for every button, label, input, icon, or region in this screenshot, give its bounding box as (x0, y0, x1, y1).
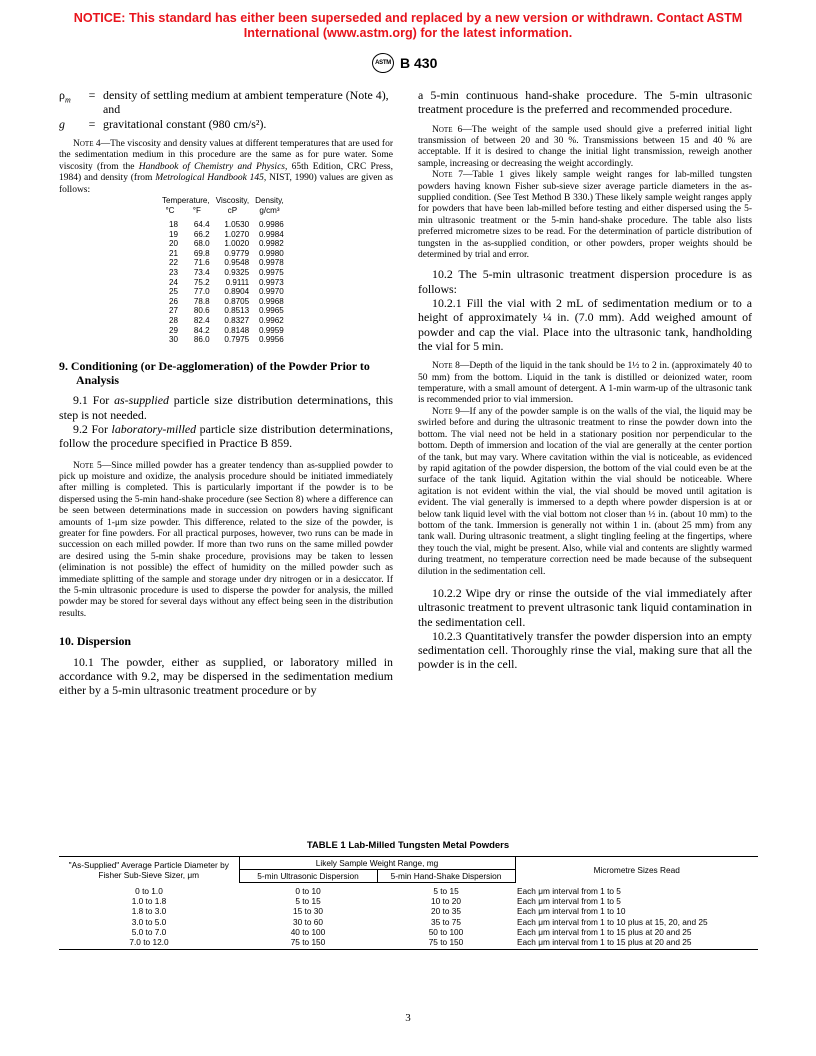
note-label: Note 6 (432, 124, 463, 135)
visc-row: 19 66.2 1.0270 0.9984 (168, 229, 284, 239)
table-row: 3.0 to 5.0 30 to 60 35 to 75 Each μm interval from 1 to 10 plus at 15, 20, and 25 (131, 916, 708, 927)
visc-row: 28 82.4 0.8327 0.9962 (168, 316, 284, 326)
table-header-micrometre-sizes: Micrometre Sizes Read (515, 857, 758, 883)
paragraph-10-2: 10.2 The 5-min ultrasonic treatment dispersion procedure is as follows: (418, 267, 752, 296)
visc-row: 21 69.8 0.9779 0.9980 (168, 248, 284, 258)
table-1-title: TABLE 1 Lab-Milled Tungsten Metal Powders (306, 840, 510, 851)
note-8: Note 8—Depth of the liquid in the tank should be 1½ to 2 in. (approximately 40 to 50 mm) from the bottom. Liquid in the tank is distilled or deionized water, room temperature, with a small amount of detergent. A 1-min warm-up of the ultrasonic tank is recommended prior to vial immersion. (418, 361, 752, 406)
note-6: Note 6—The weight of the sample used should give a preferred initial light transmission of between 20 and 30 %. Transmissions between 15 and 40 % are acceptable. If it is desired to change the initial light transmission, reweigh another sample, increasing or decreasing the weight accordingly. (418, 124, 753, 169)
visc-row: 18 64.4 1.0530 0.9986 (168, 220, 284, 230)
paragraph-9-1: 9.1 For as-supplied particle size distribution determinations, this step is not needed. (59, 393, 394, 422)
visc-row: 22 71.6 0.9548 0.9978 (168, 258, 284, 268)
notice-line-2: International (www.astm.org) for the latest information. (243, 26, 573, 40)
designation-number: B 430 (400, 55, 438, 71)
equals-sign: = (88, 116, 96, 131)
paragraph-10-2-1: 10.2.1 Fill the vial with 2 mL of sedimentation medium or to a height of approximately ¼ in. (7.0 mm). Add weighed amount of powder and cap the vial. Place into the ultrasonic tank, handholding the vial for 5 min. (418, 296, 752, 353)
paragraph-10-2-2: 10.2.2 Wipe dry or rinse the outside of the vial immediately after ultrasonic treatment to prevent ultrasonic tank liquid contamination in the sedimentation cell. (418, 585, 752, 629)
paragraph-10-1-continued: a 5-min continuous hand-shake procedure. The 5-min ultrasonic treatment procedure is the preferred and recommended procedure. (418, 88, 752, 117)
equals-sign: = (88, 88, 96, 102)
table-1 (59, 856, 758, 950)
visc-row: 26 78.8 0.8705 0.9968 (168, 296, 284, 306)
paragraph-9-2: 9.2 For laboratory-milled particle size distribution determinations, follow the procedure specified in Practice B 859. (59, 422, 394, 451)
variable-symbol: g (59, 116, 65, 131)
table-header-ultrasonic: 5-min Ultrasonic Dispersion (239, 870, 377, 883)
note-5: Note 5—Since milled powder has a greater tendency than as-supplied powder to pick up moisture and oxidize, the analysis procedure should be initiated immediately after milling is completed. This is particularly important if the powder is to be dispersed using the 5-min hand-shake procedure (see Section 8) where a difference can be seen between determinations made in succession on powders having significant amounts of 1-μm size powder. This difference, related to the size of the powder, is greater for fine powders. For all practical purposes, however, two runs can be made in succession on each milled powder. If more than two runs on the same milled powder are desired using the 5-min shake procedure, provisions may be taken to lessen (elimination is not possible) the effect of humidity on the milled powder such as immediate splitting of the sample and storage under dry nitrogen or in a desiccator. If the 5-min ultrasonic procedure is used to disperse the powder for analysis, the milled powder may be stored for several days without any effect being seen in the distribution results. (59, 460, 394, 619)
visc-row: 30 86.0 0.7975 0.9956 (168, 335, 284, 345)
variable-definition-rho (59, 88, 393, 117)
visc-unit: g/cm³ (259, 205, 280, 215)
withdrawal-notice (0, 11, 816, 41)
variable-symbol: $\rho_m$ (59, 88, 71, 105)
visc-unit: °C (165, 205, 175, 215)
table-row: 1.0 to 1.8 5 to 15 10 to 20 Each μm interval from 1 to 5 (131, 896, 621, 907)
visc-row: 24 75.2 0.9111 0.9973 (168, 277, 284, 287)
variable-definition-g (59, 117, 393, 131)
table-header-weight-range: Likely Sample Weight Range, mg (239, 857, 515, 870)
variable-definition: density of settling medium at ambient temperature (Note 4), and (103, 88, 389, 117)
variable-definition: gravitational constant (980 cm/s²). (103, 116, 267, 131)
note-label: Note 4 (73, 138, 101, 149)
visc-row: 29 84.2 0.8148 0.9959 (168, 325, 284, 335)
visc-header: Temperature, (162, 195, 210, 205)
visc-row: 27 80.6 0.8513 0.9965 (168, 306, 284, 316)
visc-header: Viscosity, (215, 195, 250, 205)
visc-header: Density, (255, 195, 284, 205)
note-4: Note 4—The viscosity and density values at different temperatures that are used for the sedimentation medium in this procedure are the same as for pure water. Some viscosity (from the Handbook of Chemistry and Physics, 65th Edition, CRC Press, 1984) and density (from Metrological Handbook 145, NIST, 1990) values are given as follows: (59, 138, 394, 195)
table-row: 7.0 to 12.0 75 to 150 75 to 150 Each μm interval from 1 to 15 plus at 20 and 25 (59, 937, 758, 950)
section-10-heading: 10. Dispersion (59, 634, 132, 649)
note-label: Note 7 (432, 170, 464, 181)
note-label: Note 9 (432, 406, 461, 417)
paragraph-10-2-3: 10.2.3 Quantitatively transfer the powder dispersion into an empty sedimentation cell. Thoroughly rinse the vial, making sure that all the powder is in the cell. (418, 628, 752, 672)
note-label: Note 8 (432, 361, 460, 372)
table-row: 0 to 1.0 0 to 10 5 to 15 Each μm interval from 1 to 5 (135, 885, 621, 896)
viscosity-density-table (159, 196, 287, 345)
visc-unit: °F (192, 205, 201, 215)
standard-designation (372, 52, 437, 74)
paragraph-10-1: 10.1 The powder, either as supplied, or laboratory milled in accordance with 9.2, may be dispersed in the sedimentation medium either by a 5-min ultrasonic treatment procedure or by (59, 654, 393, 698)
visc-row: 23 73.4 0.9325 0.9975 (168, 268, 284, 278)
note-label: Note 5 (73, 460, 102, 471)
page-number: 3 (405, 1012, 411, 1024)
visc-row: 25 77.0 0.8904 0.9970 (168, 287, 284, 297)
note-9: Note 9—If any of the powder sample is on the walls of the vial, the liquid may be swirled before and during the ultrasonic treatment to rinse the powder down into the bottom. The vial need not be held in a stationary position nor perpendicular to the bottom. Depth of immersion and location of the vial are generally at the center portion of the tank, but may vary. Where cavitation within the vial is noticeable, as evidenced by rapid agitation of the powder dispersion, the bottom of the vial could even be at the surface of the tank liquid. Agitation within the vial should be noticeable. Where agitation is not evident within the vial, the vial should be moved until agitation is evident. The vial generally is immersed to a depth where powder dispersion is at or below tank liquid level with the vial bottom not closer than ½ in. (about 10 mm) to the bottom of the tank. Immersion is generally not within 1 in. (about 25 mm) from any tank wall. During ultrasonic treatment, a slight tingling feeling at the fingertips, where they touch the vial, might be present. Also, while vial and contents are slightly warmed during treatment, no temperature correction need be made because of the subsequent dilution in the sedimentation cell. (418, 406, 753, 577)
table-row: 1.8 to 3.0 15 to 30 20 to 35 Each μm interval from 1 to 10 (131, 906, 626, 917)
table-header-hand-shake: 5-min Hand-Shake Dispersion (377, 870, 515, 883)
table-row: 5.0 to 7.0 40 to 100 50 to 100 Each μm interval from 1 to 15 plus at 20 and 25 (131, 926, 692, 937)
astm-logo-icon: ASTM (372, 53, 394, 73)
table-header-particle-diameter: "As-Supplied" Average Particle Diameter by Fisher Sub-Sieve Sizer, μm (59, 857, 239, 883)
visc-row: 20 68.0 1.0020 0.9982 (168, 239, 284, 249)
notice-line-1: NOTICE: This standard has either been superseded and replaced by a new version or withdrawn. Contact ASTM (73, 11, 743, 25)
right-column (418, 88, 752, 672)
section-9-heading: 9. Conditioning (or De-agglomeration) of the Powder Prior to Analysis (59, 358, 370, 388)
visc-unit: cP (227, 205, 238, 215)
note-7: Note 7—Table 1 gives likely sample weight ranges for lab-milled tungsten powders having known Fisher sub-sieve sizer average particle diameters in the as-supplied condition. (See Test Method B 330.) These likely sample weight ranges apply for powders that have been lab-milled before testing and either dispersed using the 5-min ultrasonic treatment or the 5-min hand-shake procedure. The table also lists preferred micrometre sizes to be read. For the determination of particle distribution of tungsten in the as-supplied condition, or other powders, proper weights should be determined by trial and error. (418, 170, 753, 261)
left-column (59, 88, 393, 697)
